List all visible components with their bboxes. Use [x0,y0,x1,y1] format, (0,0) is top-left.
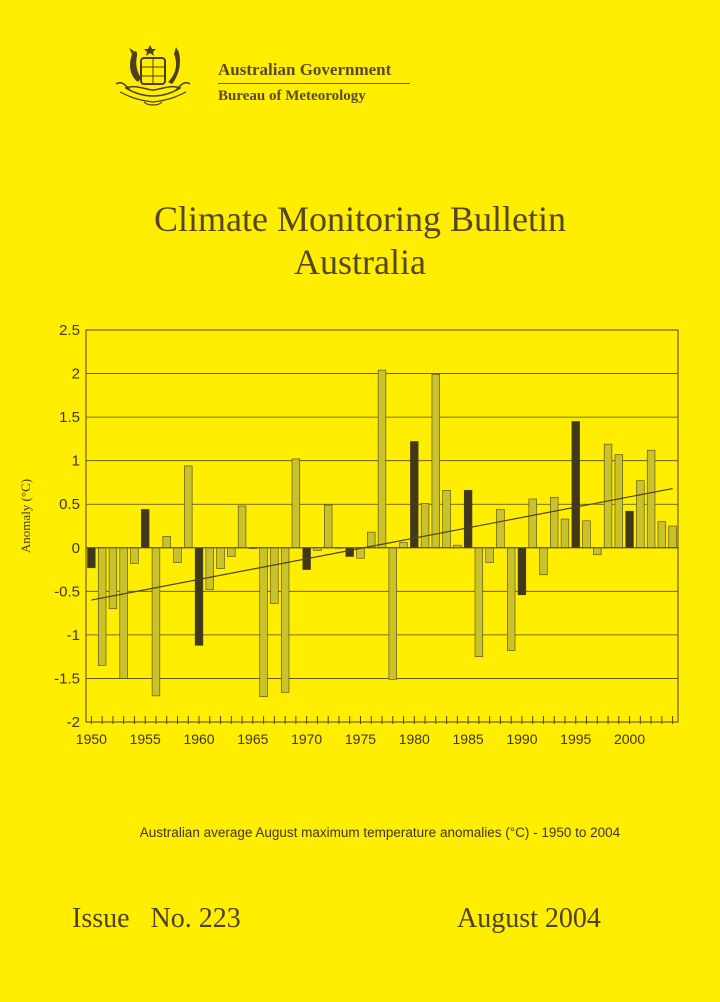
issue-date: August 2004 [457,903,601,934]
bar-1994 [561,519,569,548]
bar-1998 [604,444,612,548]
x-tick-label: 1980 [398,731,430,747]
bar-1957 [163,536,171,547]
y-tick-label: 1.5 [59,409,80,427]
bar-1950 [88,548,96,568]
bar-1955 [141,509,149,547]
y-tick-label: -1 [66,626,80,644]
bar-1968 [281,548,289,693]
bar-1960 [195,548,203,646]
bar-1961 [206,548,214,590]
bar-1979 [400,543,408,548]
x-tick-label: 2000 [613,731,646,747]
bar-1990 [518,548,526,595]
bar-1993 [550,497,558,548]
issue-number: Issue No. 223 [72,903,241,934]
coat-of-arms-icon [108,40,210,112]
bar-1953 [120,548,128,679]
bar-1959 [184,466,192,548]
bar-1952 [109,548,117,609]
bar-1969 [292,459,300,548]
bar-1967 [270,548,278,604]
y-tick-label: -2 [66,714,80,731]
bar-1958 [174,548,182,563]
bar-2002 [647,450,655,548]
bulletin-title [0,198,720,284]
x-tick-label: 1975 [344,731,377,747]
bar-1963 [227,548,235,557]
bar-1974 [346,548,354,557]
x-tick-label: 1985 [452,731,484,747]
x-tick-label: 1960 [183,731,215,747]
org-name-line2: Bureau of Meteorology [218,88,366,104]
y-axis-label: Anomaly (°C) [18,478,33,554]
y-tick-label: 1 [71,452,80,470]
bar-1980 [410,442,418,548]
chart-caption: Australian average August maximum temperature anomalies (°C) - 1950 to 2004 [139,825,621,840]
bar-1991 [529,499,537,548]
bar-1954 [131,548,139,564]
bar-1964 [238,506,246,548]
bar-1956 [152,548,160,696]
y-tick-label: 0.5 [59,496,80,514]
bar-2000 [626,511,634,548]
bar-1992 [540,548,548,575]
bar-1977 [378,370,386,548]
bar-1978 [389,548,397,680]
bar-1986 [475,548,483,657]
bar-2003 [658,522,666,548]
bar-1995 [572,421,580,547]
bar-2004 [669,526,677,548]
y-tick-label: 0 [71,539,80,557]
bar-1981 [421,503,429,547]
bar-1972 [324,505,332,548]
bar-1982 [432,374,440,547]
anomaly-chart [0,310,720,760]
bar-1997 [593,548,601,555]
bar-1999 [615,455,623,548]
bar-1987 [486,548,494,563]
bar-1985 [464,490,472,547]
bar-1989 [507,548,515,651]
org-name-line1: Australian Government [218,60,392,79]
y-tick-label: 2 [71,365,80,383]
bar-1988 [497,509,505,547]
x-tick-label: 1990 [506,731,538,747]
x-tick-label: 1965 [237,731,269,747]
x-tick-label: 1995 [560,731,592,747]
y-tick-label: -0.5 [54,583,80,601]
title-line1: Climate Monitoring Bulletin [154,199,566,239]
x-tick-label: 1970 [291,731,323,747]
org-divider [218,83,410,84]
title-line2: Australia [294,242,426,282]
logo-block [108,40,428,115]
x-tick-label: 1955 [129,731,161,747]
bar-1962 [217,548,225,569]
bar-1996 [583,521,591,548]
bar-1951 [98,548,106,666]
y-tick-label: 2.5 [59,322,80,339]
bar-2001 [636,481,644,548]
x-tick-label: 1950 [75,731,107,747]
bar-1966 [260,548,268,697]
bar-1983 [443,490,451,547]
y-tick-label: -1.5 [54,670,80,688]
